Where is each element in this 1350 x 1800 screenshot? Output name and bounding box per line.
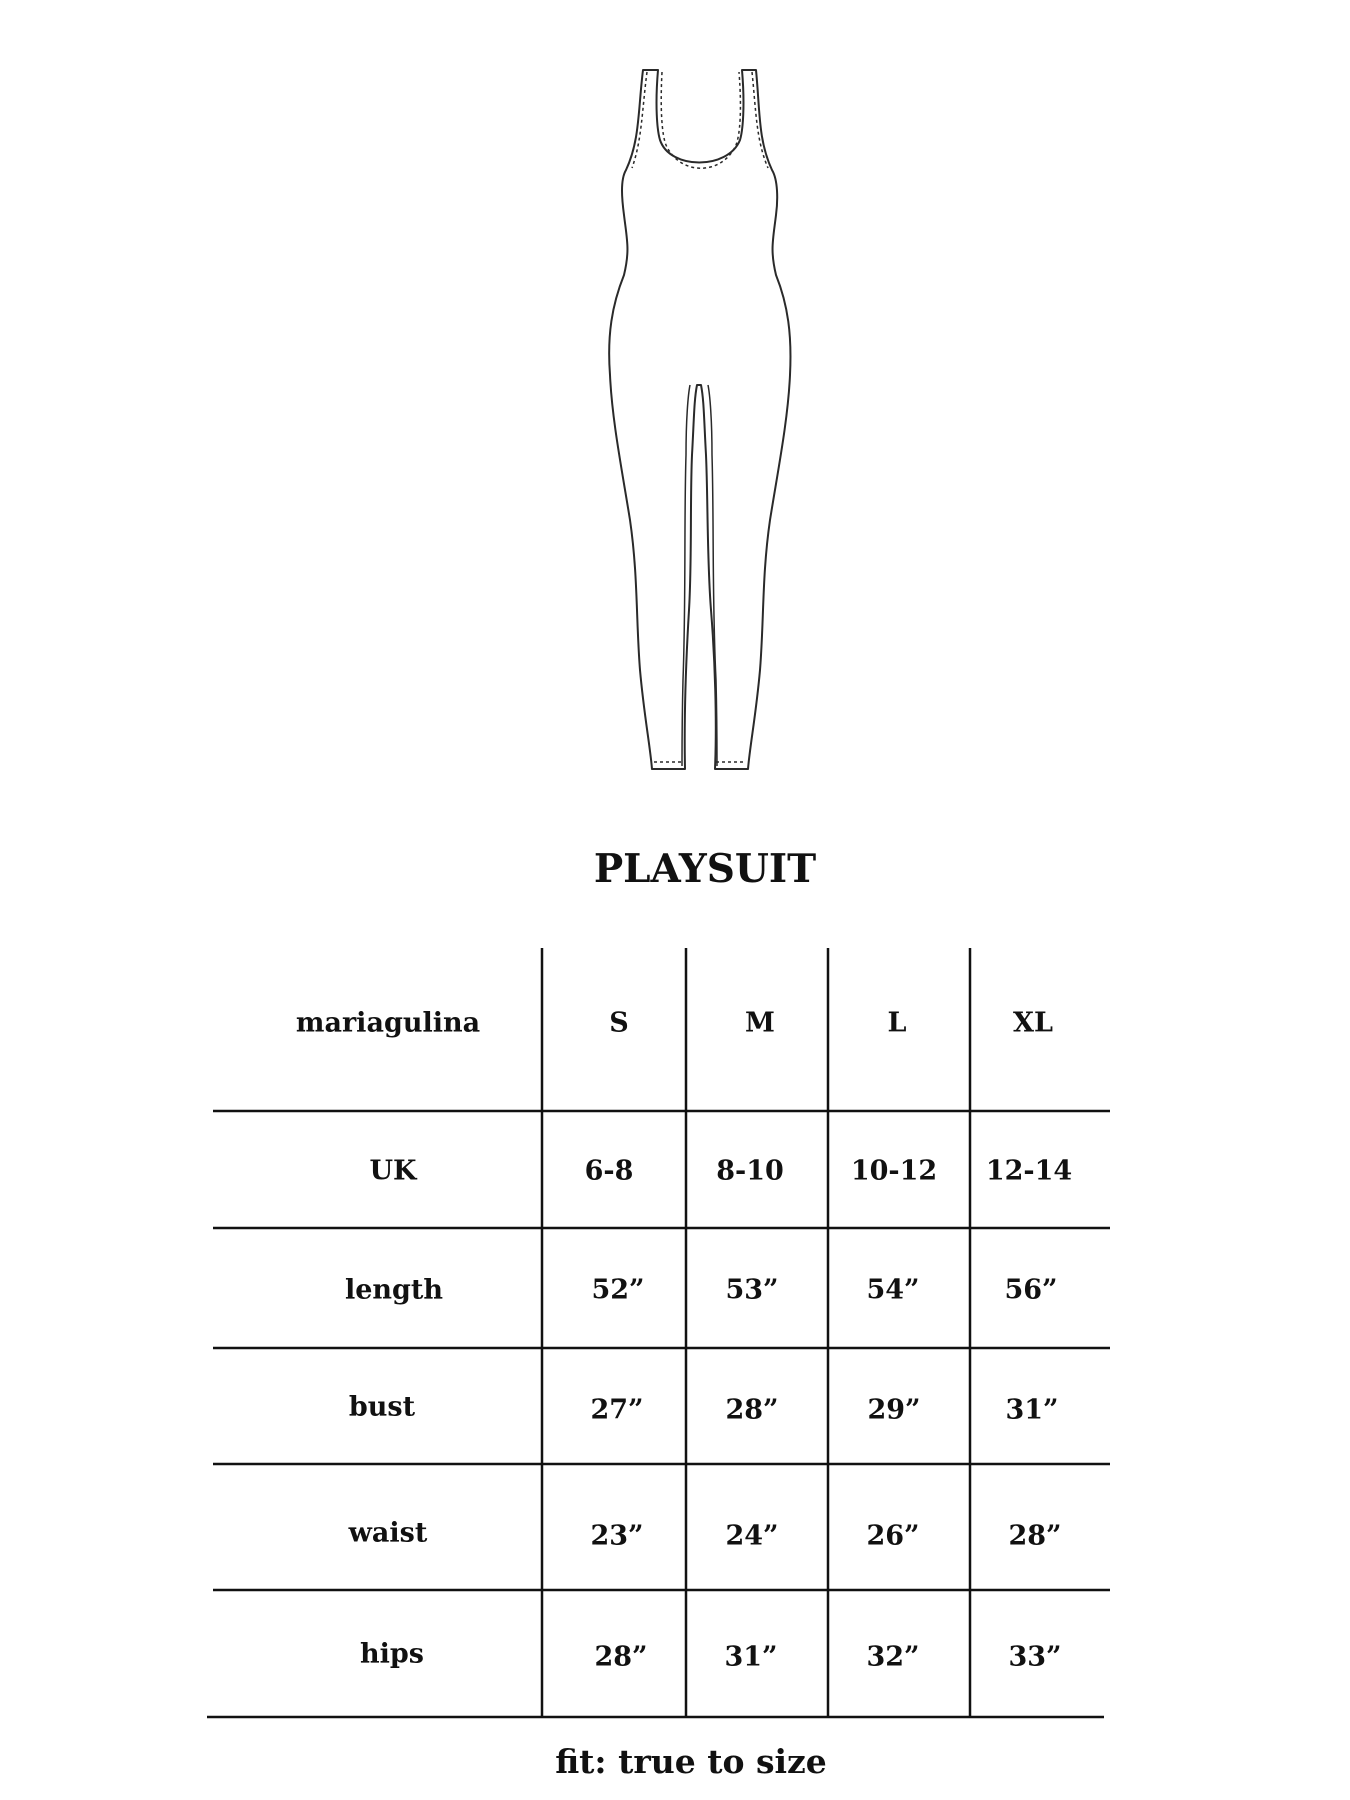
brand-header: mariagulina — [295, 1007, 481, 1039]
table-cell: 33” — [1008, 1641, 1062, 1673]
table-cell: 31” — [724, 1641, 778, 1673]
row-label-bust: bust — [348, 1391, 416, 1423]
table-cell: 6-8 — [584, 1155, 634, 1187]
table-cell: 29” — [867, 1394, 921, 1426]
table-cell: 28” — [725, 1394, 779, 1426]
size-header-xl: XL — [1013, 1007, 1053, 1039]
table-cell: 12-14 — [985, 1155, 1073, 1187]
table-cell: 28” — [1008, 1520, 1062, 1552]
table-cell: 27” — [590, 1394, 644, 1426]
row-label-length: length — [344, 1274, 444, 1306]
table-cell: 10-12 — [850, 1155, 938, 1187]
table-cell: 26” — [866, 1520, 920, 1552]
row-label-hips: hips — [360, 1638, 424, 1670]
table-cell: 28” — [594, 1641, 648, 1673]
table-cell: 31” — [1005, 1394, 1059, 1426]
table-cell: 8-10 — [716, 1155, 784, 1187]
page-title: PLAYSUIT — [593, 846, 817, 892]
table-cell: 32” — [866, 1641, 920, 1673]
table-cell: 23” — [590, 1520, 644, 1552]
table-cell: 53” — [725, 1274, 779, 1306]
size-header-l: L — [887, 1007, 907, 1039]
size-header-s: S — [609, 1007, 629, 1039]
table-cell: 54” — [866, 1274, 920, 1306]
fit-note: fit: true to size — [555, 1742, 827, 1781]
row-label-waist: waist — [348, 1517, 428, 1549]
table-cell: 52” — [591, 1274, 645, 1306]
table-cell: 56” — [1004, 1274, 1058, 1306]
table-cell: 24” — [725, 1520, 779, 1552]
size-header-m: M — [745, 1007, 775, 1039]
row-label-uk: UK — [369, 1155, 417, 1187]
